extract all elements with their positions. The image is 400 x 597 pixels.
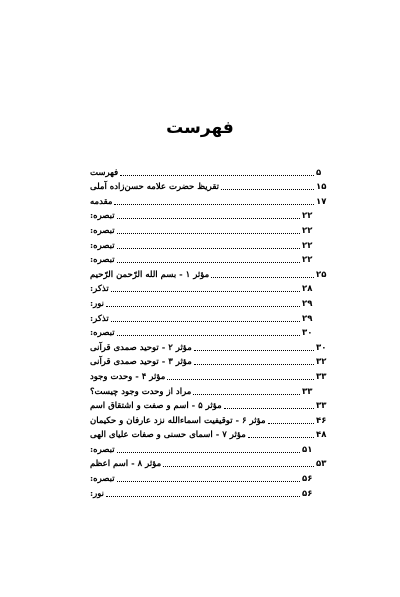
toc-entry [90,338,332,353]
toc-entry-page: ۲۲ [302,211,313,222]
dot-leader [120,174,314,176]
dot-leader [117,217,300,219]
toc-entry-title: تذکر: [90,284,109,295]
toc-entry-page: ۱۷ [316,196,327,207]
toc-entry-page: ۳۳ [316,401,327,412]
toc-entry-page: ۳۰ [316,342,327,353]
toc-entry-page: ۵۶ [302,488,313,499]
dot-leader [163,465,314,467]
dot-leader [248,436,314,438]
dot-leader [106,305,300,307]
toc-entry-title: فهرست [90,167,119,178]
toc-entry [90,207,332,222]
dot-leader [268,422,314,424]
dot-leader [194,363,314,365]
dot-leader [117,261,300,263]
dot-leader [117,451,300,453]
dot-leader [117,232,300,234]
toc-entry-title: نور: [90,488,104,499]
toc-entry-title: مؤثر ۵ - اسم و صفت و اشتقاق اسم [90,401,222,412]
toc-entry-page: ۳۳ [302,386,313,397]
toc-entry-title: تبصره: [90,211,115,222]
dot-leader [111,320,300,322]
toc-entry-page: ۱۵ [316,182,327,193]
dot-leader [111,290,300,292]
toc-entry [90,397,332,412]
toc-entry [90,353,332,368]
toc-entry [90,367,332,382]
toc-entry-page: ۳۳ [316,371,327,382]
toc-entry-title: مؤثر ۲ - توحید صمدی قرآنی [90,342,192,353]
toc-entry [90,251,332,266]
toc-entry [90,411,332,426]
toc-entry [90,221,332,236]
page-title: فهرست [166,118,234,138]
dot-leader [221,188,314,190]
toc-entry [90,440,332,455]
dot-leader [114,203,314,205]
dot-leader [117,247,300,249]
toc-entry [90,469,332,484]
dot-leader [194,349,314,351]
toc-entry-page: ۲۲ [302,225,313,236]
toc-entry [90,265,332,280]
toc-entry-title: مراد از وحدت وجود چیست؟ [90,386,192,397]
dot-leader [106,495,300,497]
toc-entry-page: ۴۸ [316,430,327,441]
toc-entry-title: مؤثر ۸ - اسم اعظم [90,459,162,470]
toc-entry-title: مؤثر ۱ - بسم الله الرّحمن الرّحیم [90,269,210,280]
toc-entry-title: مؤثر ۷ - اسمای حسنی و صفات علیای الهی [90,430,246,441]
dot-leader [117,334,300,336]
toc-entry-title: تبصره: [90,225,115,236]
toc-entry-title: تبصره: [90,328,115,339]
toc-entry-title: تبصره: [90,255,115,266]
toc-entry [90,163,332,178]
toc-entry-title: تقریظ حضرت علامه حسن‌زاده آملی [90,182,220,193]
toc-entry-page: ۲۸ [302,284,313,295]
dot-leader [211,276,314,278]
toc-entry-page: ۲۵ [316,269,327,280]
toc-entry-title: مؤثر ۳ - توحید صمدی قرآنی [90,357,192,368]
dot-leader [224,407,314,409]
toc-entry [90,455,332,470]
toc-entry-title: تبصره: [90,240,115,251]
toc-entry [90,178,332,193]
table-of-contents [90,163,332,499]
toc-entry-page: ۵۶ [302,474,313,485]
toc-entry [90,324,332,339]
toc-entry-page: ۲۹ [302,298,313,309]
dot-leader [117,480,300,482]
toc-entry-page: ۲۲ [302,255,313,266]
toc-entry [90,280,332,295]
dot-leader [167,378,314,380]
toc-entry-page: ۳۲ [316,357,327,368]
toc-entry-page: ۴۶ [316,415,327,426]
toc-entry [90,484,332,499]
toc-entry [90,426,332,441]
dot-leader [193,393,300,395]
toc-entry-page: ۳۰ [302,328,313,339]
toc-entry-title: نور: [90,298,104,309]
toc-entry-page: ۵۱ [302,444,313,455]
toc-entry-title: تبصره: [90,444,115,455]
toc-entry [90,382,332,397]
toc-entry-title: مقدمه [90,196,113,207]
toc-entry-page: ۲۲ [302,240,313,251]
toc-entry-title: تذکر: [90,313,109,324]
toc-entry [90,192,332,207]
toc-entry [90,309,332,324]
toc-entry-title: مؤثر ۴ - وحدت وجود [90,371,166,382]
toc-entry-page: ۵۳ [316,459,327,470]
toc-entry-title: تبصره: [90,474,115,485]
toc-entry-title: مؤثر ۶ - توقیفیت اسماءالله نزد عارفان و حکیمان [90,415,266,426]
toc-entry-page: ۵ [316,167,322,178]
toc-entry [90,294,332,309]
toc-entry [90,236,332,251]
toc-entry-page: ۲۹ [302,313,313,324]
